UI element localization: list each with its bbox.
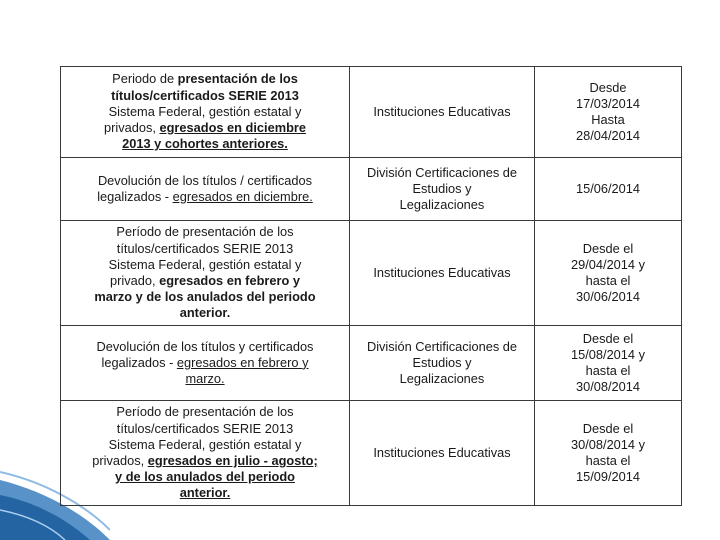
table-row <box>61 326 682 401</box>
description-cell: Período de presentación de los títulos/certificados SERIE 2013 Sistema Federal, gestión estatal y privados, egresados en julio - agosto; y de los anulados del periodo anterior. <box>61 401 350 506</box>
table-row <box>61 401 682 506</box>
institution-cell: Instituciones Educativas <box>350 67 535 158</box>
date-cell: Desde el 15/08/2014 y hasta el 30/08/2014 <box>535 326 682 401</box>
institution-cell: Instituciones Educativas <box>350 401 535 506</box>
table-row <box>61 67 682 158</box>
description-cell: Periodo de presentación de los títulos/certificados SERIE 2013 Sistema Federal, gestión estatal y privados, egresados en diciembre 2013 y cohortes anteriores. <box>61 67 350 158</box>
institution-cell: Instituciones Educativas <box>350 221 535 326</box>
description-cell: Devolución de los títulos y certificados legalizados - egresados en febrero y marzo. <box>61 326 350 401</box>
date-cell: Desde 17/03/2014 Hasta 28/04/2014 <box>535 67 682 158</box>
schedule-table <box>60 66 682 506</box>
description-cell: Período de presentación de los títulos/certificados SERIE 2013 Sistema Federal, gestión estatal y privado, egresados en febrero y marzo y de los anulados del periodo anterior. <box>61 221 350 326</box>
institution-cell: División Certificaciones de Estudios y Legalizaciones <box>350 158 535 221</box>
date-cell: Desde el 30/08/2014 y hasta el 15/09/2014 <box>535 401 682 506</box>
institution-cell: División Certificaciones de Estudios y Legalizaciones <box>350 326 535 401</box>
date-cell: 15/06/2014 <box>535 158 682 221</box>
description-cell: Devolución de los títulos / certificados legalizados - egresados en diciembre. <box>61 158 350 221</box>
date-cell: Desde el 29/04/2014 y hasta el 30/06/2014 <box>535 221 682 326</box>
table-row <box>61 158 682 221</box>
table-row <box>61 221 682 326</box>
